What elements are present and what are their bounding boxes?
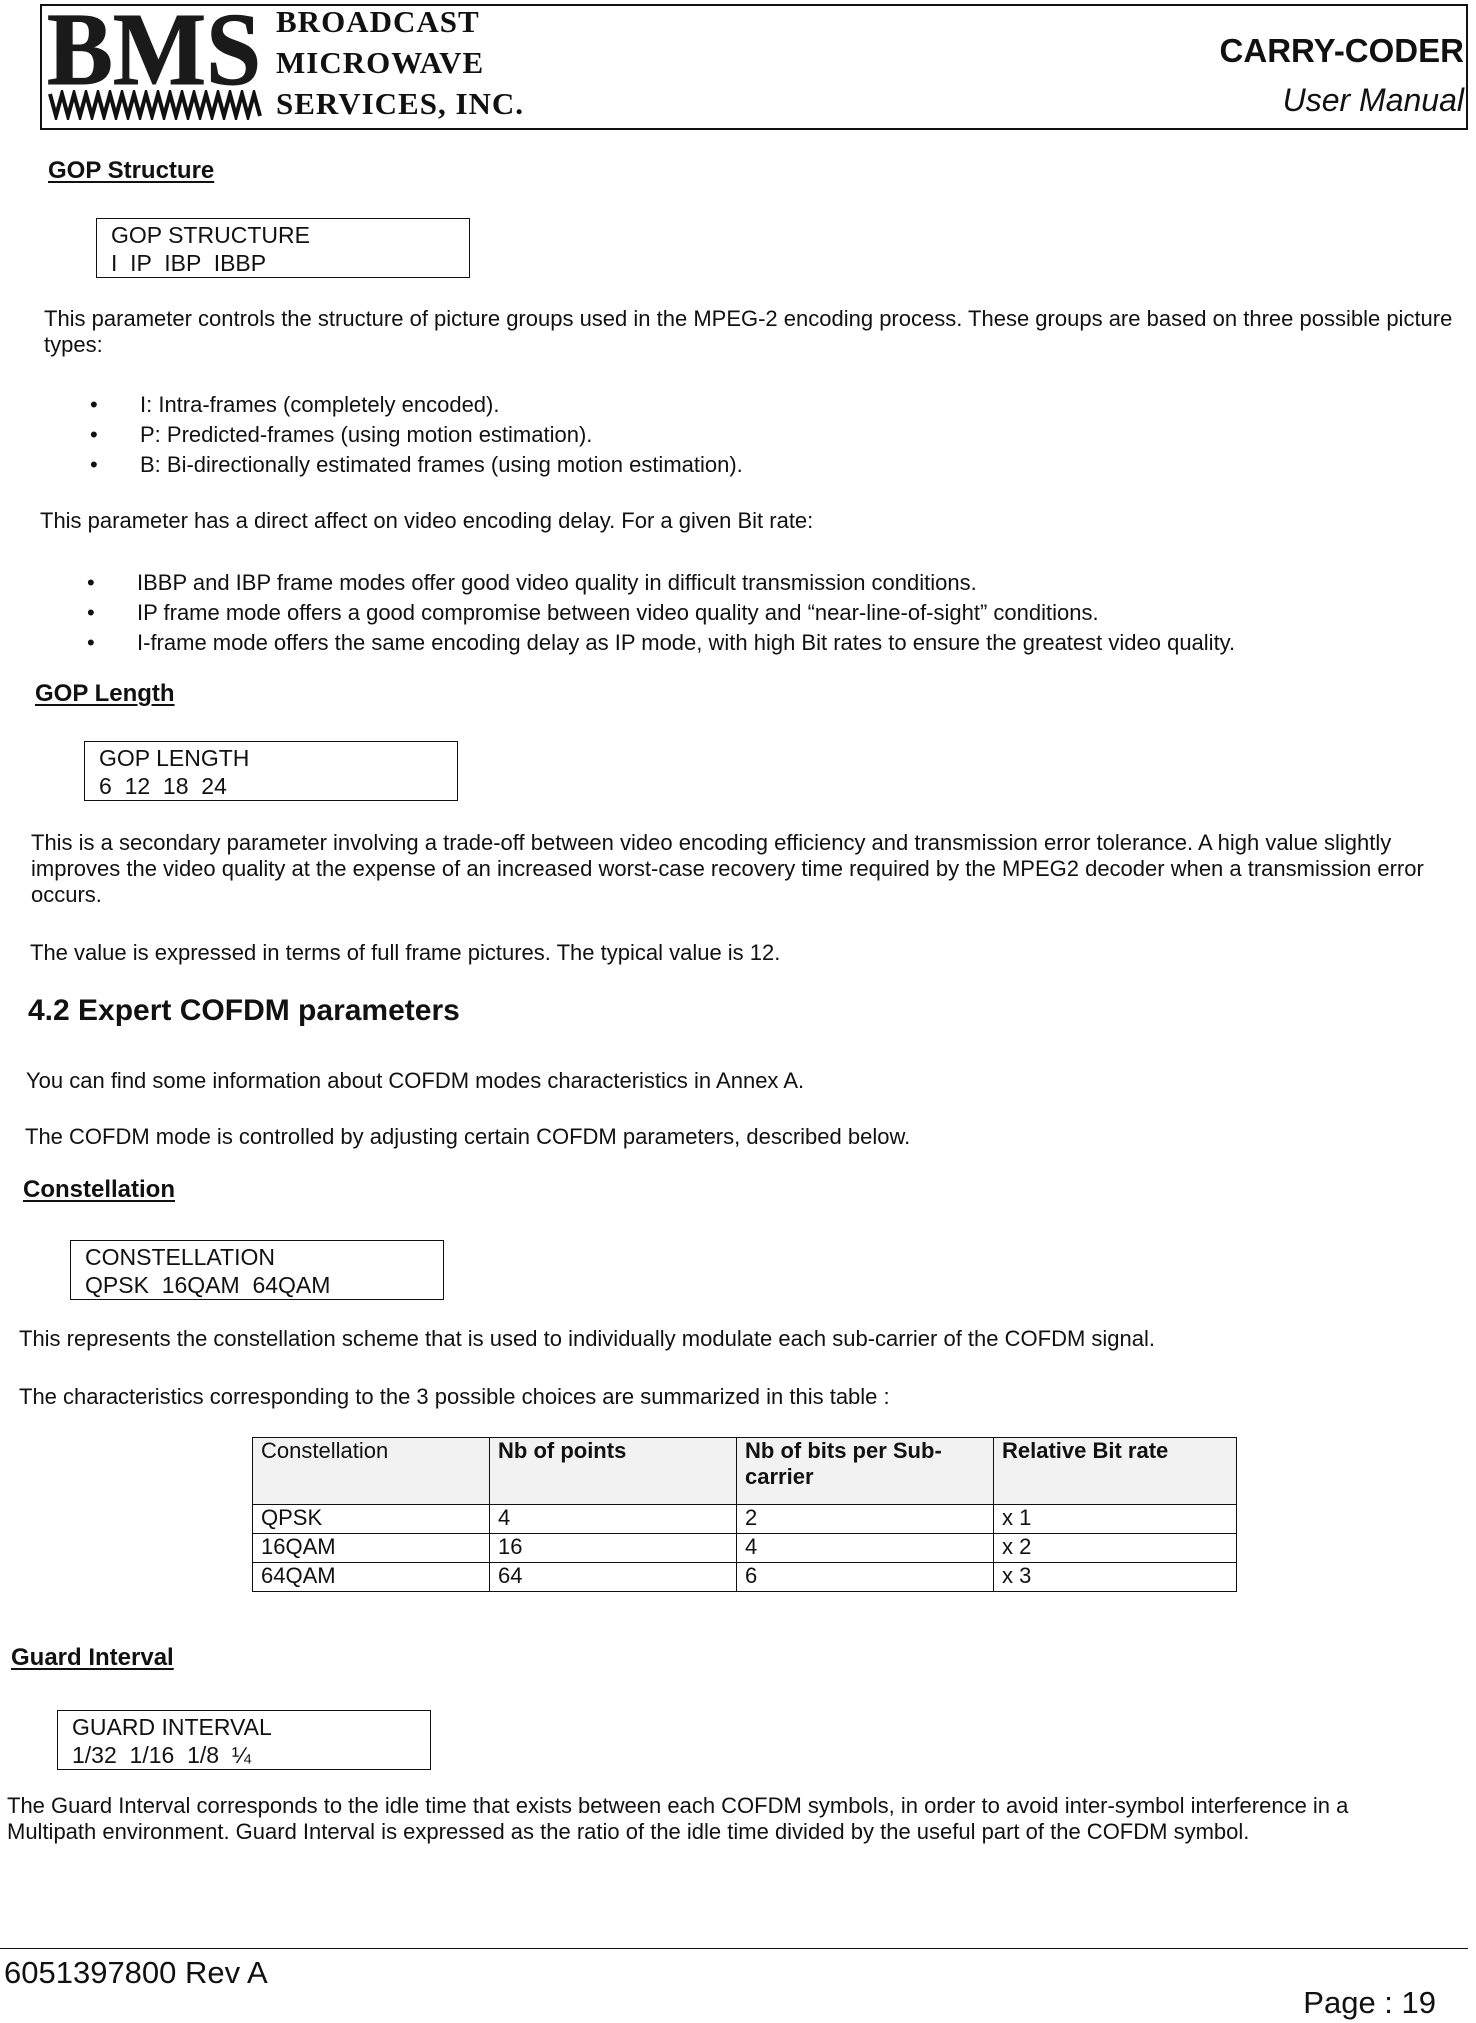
gop-length-parameter-box xyxy=(84,741,458,801)
bms-logo xyxy=(47,6,265,92)
list-item: • P: Predicted-frames (using motion estimation). xyxy=(140,420,743,450)
guard-interval-parameter-box xyxy=(57,1710,431,1770)
table-row xyxy=(253,1534,1237,1563)
table-cell: x 1 xyxy=(994,1505,1237,1534)
parameter-options: 1/32 1/16 1/8 ¼ xyxy=(72,1742,252,1768)
gop-structure-intro: This parameter controls the structure of picture groups used in the MPEG-2 encoding process. These groups are based on three possible picture types: xyxy=(44,306,1453,357)
table-cell: x 3 xyxy=(994,1563,1237,1592)
list-item: • I-frame mode offers the same encoding delay as IP mode, with high Bit rates to ensure the greatest video quality. xyxy=(137,628,1235,658)
constellation-description: This represents the constellation scheme that is used to individually modulate each sub-carrier of the COFDM signal. xyxy=(19,1326,1155,1351)
table-cell: 6 xyxy=(737,1563,994,1592)
company-name-line-3: SERVICES, INC. xyxy=(276,86,525,121)
table-header-row xyxy=(253,1438,1237,1505)
constellation-table xyxy=(252,1437,1237,1592)
table-cell: 2 xyxy=(737,1505,994,1534)
table-cell: 16 xyxy=(490,1534,737,1563)
picture-types-list xyxy=(140,390,743,480)
table-cell: x 2 xyxy=(994,1534,1237,1563)
encoding-delay-intro: This parameter has a direct affect on video encoding delay. For a given Bit rate: xyxy=(40,508,814,533)
company-name-line-2: MICROWAVE xyxy=(276,45,485,80)
list-item: • IBBP and IBP frame modes offer good video quality in difficult transmission conditions. xyxy=(137,568,1235,598)
page-number: Page : 19 xyxy=(1303,1985,1436,2020)
parameter-name: CONSTELLATION xyxy=(85,1244,275,1270)
gop-structure-parameter-box xyxy=(96,218,470,278)
table-cell: QPSK xyxy=(253,1505,490,1534)
cofdm-mode-description: The COFDM mode is controlled by adjusting certain COFDM parameters, described below. xyxy=(25,1124,911,1149)
product-title: CARRY-CODER xyxy=(1219,32,1464,69)
table-cell: 64QAM xyxy=(253,1563,490,1592)
parameter-name: GOP LENGTH xyxy=(99,745,250,771)
gop-length-description: This is a secondary parameter involving a trade-off between video encoding efficiency and transmission error tolerance. A high value slightly improves the video quality at the expense of an increased worst-case recovery time required by the MPEG2 decoder when a transmission error occurs. xyxy=(31,830,1424,907)
document-number: 6051397800 Rev A xyxy=(4,1955,268,1990)
parameter-name: GOP STRUCTURE xyxy=(111,222,310,248)
column-header: Nb of points xyxy=(490,1438,737,1505)
list-item: • B: Bi-directionally estimated frames (using motion estimation). xyxy=(140,450,743,480)
gop-structure-heading: GOP Structure xyxy=(48,157,215,184)
cofdm-annex-note: You can find some information about COFDM modes characteristics in Annex A. xyxy=(26,1068,805,1093)
guard-interval-heading: Guard Interval xyxy=(11,1644,174,1671)
column-header: Nb of bits per Sub-carrier xyxy=(737,1438,994,1505)
constellation-parameter-box xyxy=(70,1240,444,1300)
table-cell: 4 xyxy=(490,1505,737,1534)
table-cell: 64 xyxy=(490,1563,737,1592)
list-item: • I: Intra-frames (completely encoded). xyxy=(140,390,743,420)
wave-logo-icon xyxy=(48,90,264,120)
table-row xyxy=(253,1505,1237,1534)
constellation-table-intro: The characteristics corresponding to the 3 possible choices are summarized in this table : xyxy=(19,1384,890,1409)
table-row xyxy=(253,1563,1237,1592)
column-header: Constellation xyxy=(253,1438,490,1505)
list-item: • IP frame mode offers a good compromise between video quality and “near-line-of-sight” conditions. xyxy=(137,598,1235,628)
table-cell: 16QAM xyxy=(253,1534,490,1563)
frame-modes-list xyxy=(137,568,1235,658)
section-title: 4.2 Expert COFDM parameters xyxy=(28,994,460,1027)
constellation-heading: Constellation xyxy=(23,1176,176,1203)
parameter-name: GUARD INTERVAL xyxy=(72,1714,272,1740)
footer-divider xyxy=(0,1948,1468,1949)
svg-text:BMS: BMS xyxy=(47,6,261,92)
table-cell: 4 xyxy=(737,1534,994,1563)
product-subtitle: User Manual xyxy=(1282,82,1464,118)
guard-interval-description: The Guard Interval corresponds to the idle time that exists between each COFDM symbols, in order to avoid inter-symbol interference in a Multipath environment. Guard Interval is expressed as the ratio of the idle time divided by the useful part of the COFDM symbol. xyxy=(7,1793,1349,1844)
gop-length-typical-value: The value is expressed in terms of full frame pictures. The typical value is 12. xyxy=(30,940,781,965)
column-header: Relative Bit rate xyxy=(994,1438,1237,1505)
parameter-options: 6 12 18 24 xyxy=(99,773,227,799)
parameter-options: I IP IBP IBBP xyxy=(111,250,267,276)
gop-length-heading: GOP Length xyxy=(35,680,175,707)
parameter-options: QPSK 16QAM 64QAM xyxy=(85,1272,331,1298)
company-name-line-1: BROADCAST xyxy=(276,4,480,39)
